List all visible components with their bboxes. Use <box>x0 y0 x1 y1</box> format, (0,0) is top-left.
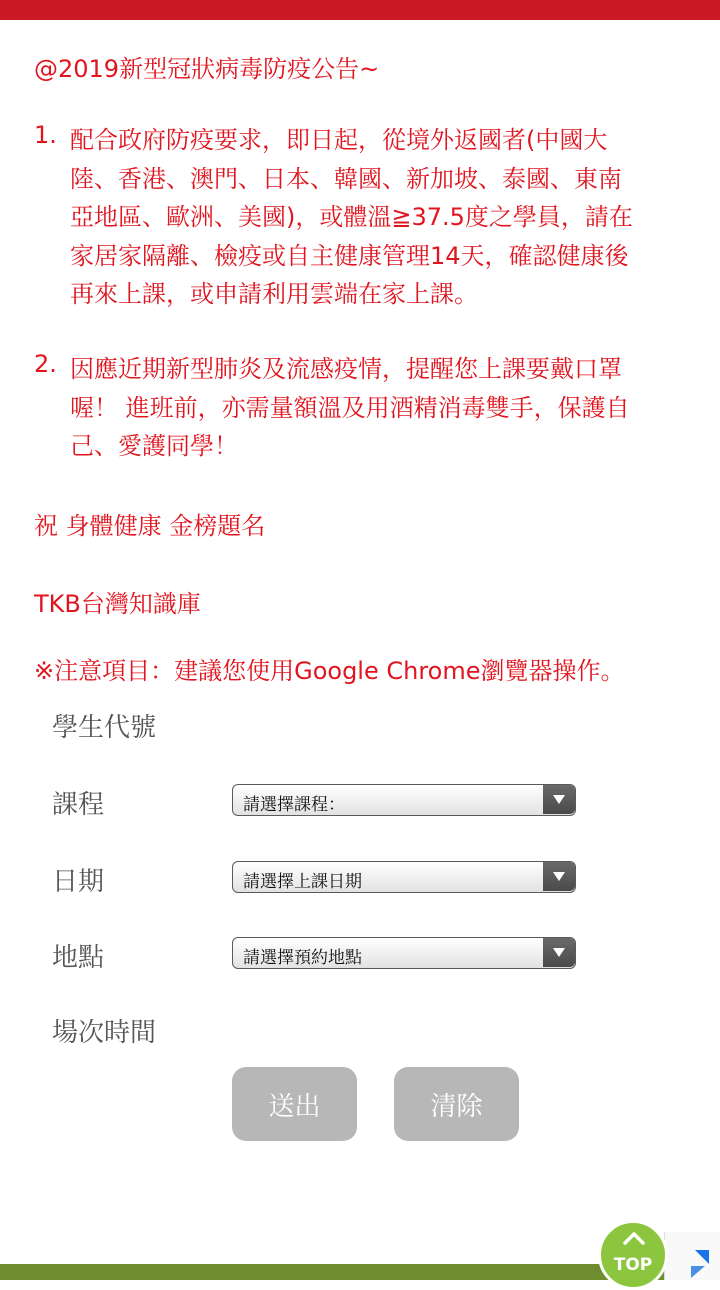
notice-line: 亞地區、歐洲、美國)，或體溫≧37.5度之學員，請在 <box>70 203 633 231</box>
date-label: 日期 <box>52 867 105 897</box>
notice-line: 家居家隔離、檢疫或自主健康管理14天，確認健康後 <box>70 241 629 270</box>
clear-button[interactable]: 清除 <box>394 1067 519 1141</box>
browser-note: ※注意項目：建議您使用Google Chrome瀏覽器操作。 <box>34 657 625 685</box>
chevron-down-icon <box>543 938 575 967</box>
signature-text: TKB台灣知識庫 <box>34 590 201 618</box>
notice-item-number: 2. <box>34 350 57 378</box>
session-time-label: 場次時間 <box>52 1018 157 1048</box>
course-label: 課程 <box>52 790 105 820</box>
course-select-value: 請選擇課程： <box>243 795 345 815</box>
notice-line: 喔！ 進班前，亦需量額溫及用酒精消毒雙手，保護自 <box>70 393 630 422</box>
chevron-up-icon <box>623 1231 645 1245</box>
recaptcha-badge[interactable] <box>664 1232 720 1280</box>
chevron-down-icon <box>543 862 575 891</box>
chevron-down-icon <box>543 785 575 814</box>
notice-heading: @2019新型冠狀病毒防疫公告~ <box>34 55 380 83</box>
student-id-label: 學生代號 <box>52 713 157 743</box>
course-select[interactable] <box>232 784 576 816</box>
notice-item-number: 1. <box>34 121 57 149</box>
date-select-value: 請選擇上課日期 <box>243 872 362 892</box>
notice-line: 再來上課，或申請利用雲端在家上課。 <box>70 280 478 308</box>
location-select[interactable] <box>232 937 576 969</box>
notice-item-body <box>70 121 690 314</box>
top-banner-bar <box>0 0 720 20</box>
notice-line: 陸、香港、澳門、日本、韓國、新加坡、泰國、東南 <box>70 164 622 193</box>
notice-line: 因應近期新型肺炎及流感疫情，提醒您上課要戴口罩 <box>70 355 622 383</box>
greeting-text: 祝 身體健康 金榜題名 <box>34 512 266 540</box>
notice-item-body <box>70 350 690 466</box>
location-select-value: 請選擇預約地點 <box>243 948 362 968</box>
recaptcha-icon <box>665 1232 720 1280</box>
notice-line: 配合政府防疫要求，即日起，從境外返國者(中國大 <box>70 126 608 154</box>
back-to-top-label: TOP <box>613 1255 653 1275</box>
submit-button[interactable]: 送出 <box>232 1067 357 1141</box>
location-label: 地點 <box>52 943 105 973</box>
notice-line: 己、愛護同學！ <box>70 432 238 460</box>
date-select[interactable] <box>232 861 576 893</box>
